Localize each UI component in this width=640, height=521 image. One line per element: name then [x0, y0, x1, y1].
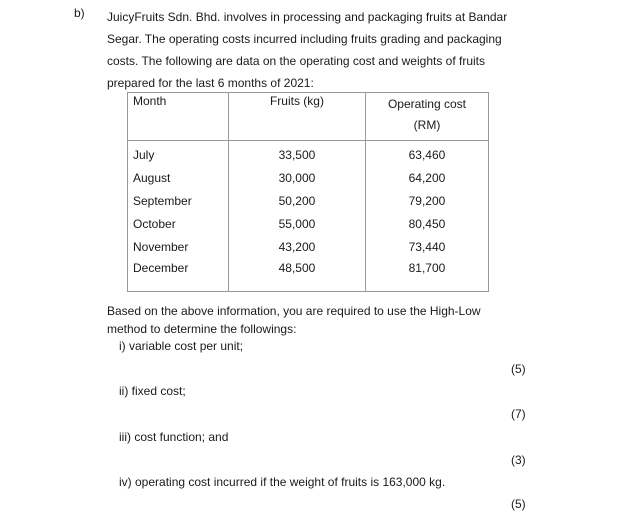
- table-row: [128, 235, 489, 258]
- question-paragraph: [107, 6, 532, 94]
- cell-fruits: 50,200: [228, 189, 365, 212]
- instructions: [107, 302, 527, 338]
- header-cost-line2: (RM): [413, 118, 441, 132]
- sub-question-ii: ii) fixed cost;: [119, 384, 186, 398]
- cell-month: November: [128, 235, 229, 258]
- marks-i: (5): [511, 362, 526, 376]
- table-row: [128, 212, 489, 235]
- sub-question-iii: iii) cost function; and: [119, 430, 229, 444]
- cell-month: September: [128, 189, 229, 212]
- marks-iii: (3): [511, 453, 526, 467]
- cell-month: July: [128, 141, 229, 167]
- paragraph-line: costs. The following are data on the operating cost and weights of fruits: [107, 54, 485, 68]
- cell-fruits: 43,200: [228, 235, 365, 258]
- header-cost-line1: Operating cost: [387, 97, 466, 111]
- sub-question-i: i) variable cost per unit;: [119, 339, 244, 353]
- cell-cost: 80,450: [365, 212, 488, 235]
- table-row: [128, 166, 489, 189]
- cell-month: August: [128, 166, 229, 189]
- cell-cost: 63,460: [365, 141, 488, 167]
- header-operating-cost: [365, 93, 488, 141]
- paragraph-line: prepared for the last 6 months of 2021:: [107, 76, 314, 90]
- paragraph-line: JuicyFruits Sdn. Bhd. involves in processing and packaging fruits at Bandar: [107, 10, 508, 24]
- cell-cost: 64,200: [365, 166, 488, 189]
- instructions-line: Based on the above information, you are required to use the High-Low: [107, 304, 481, 318]
- sub-question-iv: iv) operating cost incurred if the weight of fruits is 163,000 kg.: [119, 475, 446, 489]
- header-fruits: Fruits (kg): [228, 93, 365, 141]
- cell-month: October: [128, 212, 229, 235]
- cell-cost: 79,200: [365, 189, 488, 212]
- table-row: [128, 141, 489, 167]
- instructions-line: method to determine the followings:: [107, 322, 297, 336]
- cell-month: December: [128, 258, 229, 292]
- cell-cost: 81,700: [365, 258, 488, 292]
- cell-fruits: 55,000: [228, 212, 365, 235]
- table-row: [128, 189, 489, 212]
- cell-fruits: 30,000: [228, 166, 365, 189]
- table-header-row: [128, 93, 489, 141]
- cost-data-table: [127, 92, 489, 292]
- question-label: b): [74, 6, 85, 20]
- marks-iv: (5): [511, 497, 526, 511]
- marks-ii: (7): [511, 407, 526, 421]
- cell-fruits: 33,500: [228, 141, 365, 167]
- table-row: [128, 258, 489, 292]
- paragraph-line: Segar. The operating costs incurred including fruits grading and packaging: [107, 32, 502, 46]
- cell-fruits: 48,500: [228, 258, 365, 292]
- header-month: Month: [128, 93, 229, 141]
- cell-cost: 73,440: [365, 235, 488, 258]
